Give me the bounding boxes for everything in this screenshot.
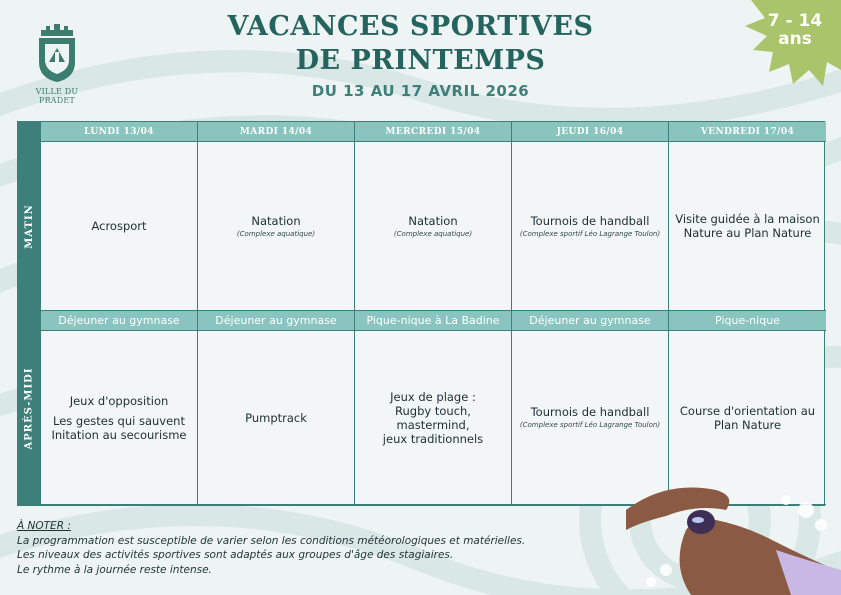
table-corner xyxy=(18,122,41,142)
day-header: MERCREDI 15/04 xyxy=(355,122,512,142)
lunch-cell: Déjeuner au gymnase xyxy=(198,311,355,331)
morning-activity: Tournois de handball (Complexe sportif Léo Lagrange Toulon) xyxy=(512,142,669,311)
town-name: VILLE DU PRADET xyxy=(35,87,79,105)
notes-heading: À NOTER : xyxy=(17,520,71,532)
day-header: VENDREDI 17/04 xyxy=(669,122,826,142)
afternoon-activity: Jeux de plage : Rugby touch, mastermind, jeux traditionnels xyxy=(355,331,512,505)
afternoon-activity: Course d'orientation au Plan Nature xyxy=(669,331,826,505)
lunch-cell: Pique-nique à La Badine xyxy=(355,311,512,331)
period-label-afternoon: APRÈS-MIDI xyxy=(18,311,41,505)
morning-activity: Natation (Complexe aquatique) xyxy=(198,142,355,311)
title-line-1: VACANCES SPORTIVES xyxy=(227,11,594,42)
age-badge xyxy=(731,0,841,90)
day-header: LUNDI 13/04 xyxy=(41,122,198,142)
poster-title xyxy=(0,10,841,100)
lunch-cell: Déjeuner au gymnase xyxy=(41,311,198,331)
note-line: Les niveaux des activités sportives sont adaptés aux groupes d'âge des stagiaires. xyxy=(17,549,454,561)
morning-activity: Acrosport xyxy=(41,142,198,311)
afternoon-activity: Tournois de handball (Complexe sportif Léo Lagrange Toulon) xyxy=(512,331,669,505)
lunch-cell: Pique-nique xyxy=(669,311,826,331)
period-label-morning: MATIN xyxy=(18,142,41,311)
morning-activity: Natation (Complexe aquatique) xyxy=(355,142,512,311)
day-header: JEUDI 16/04 xyxy=(512,122,669,142)
notes xyxy=(17,519,525,577)
note-line: La programmation est susceptible de varier selon les conditions météorologiques et matérielles. xyxy=(17,534,526,547)
date-range: DU 13 AU 17 AVRIL 2026 xyxy=(311,82,530,100)
note-line: Le rythme à la journée reste intense. xyxy=(17,563,212,576)
title-line-2: DE PRINTEMPS xyxy=(295,45,546,76)
morning-activity: Visite guidée à la maison Nature au Plan Nature xyxy=(669,142,826,311)
swimmer-illustration xyxy=(626,470,841,595)
age-range: 7 - 14 xyxy=(767,11,823,31)
afternoon-activity: Pumptrack xyxy=(198,331,355,505)
age-unit: ans xyxy=(778,29,812,49)
afternoon-activity: Jeux d'opposition Les gestes qui sauvent Initation au secourisme xyxy=(41,331,198,505)
schedule-table xyxy=(17,121,825,506)
day-header: MARDI 14/04 xyxy=(198,122,355,142)
lunch-cell: Déjeuner au gymnase xyxy=(512,311,669,331)
